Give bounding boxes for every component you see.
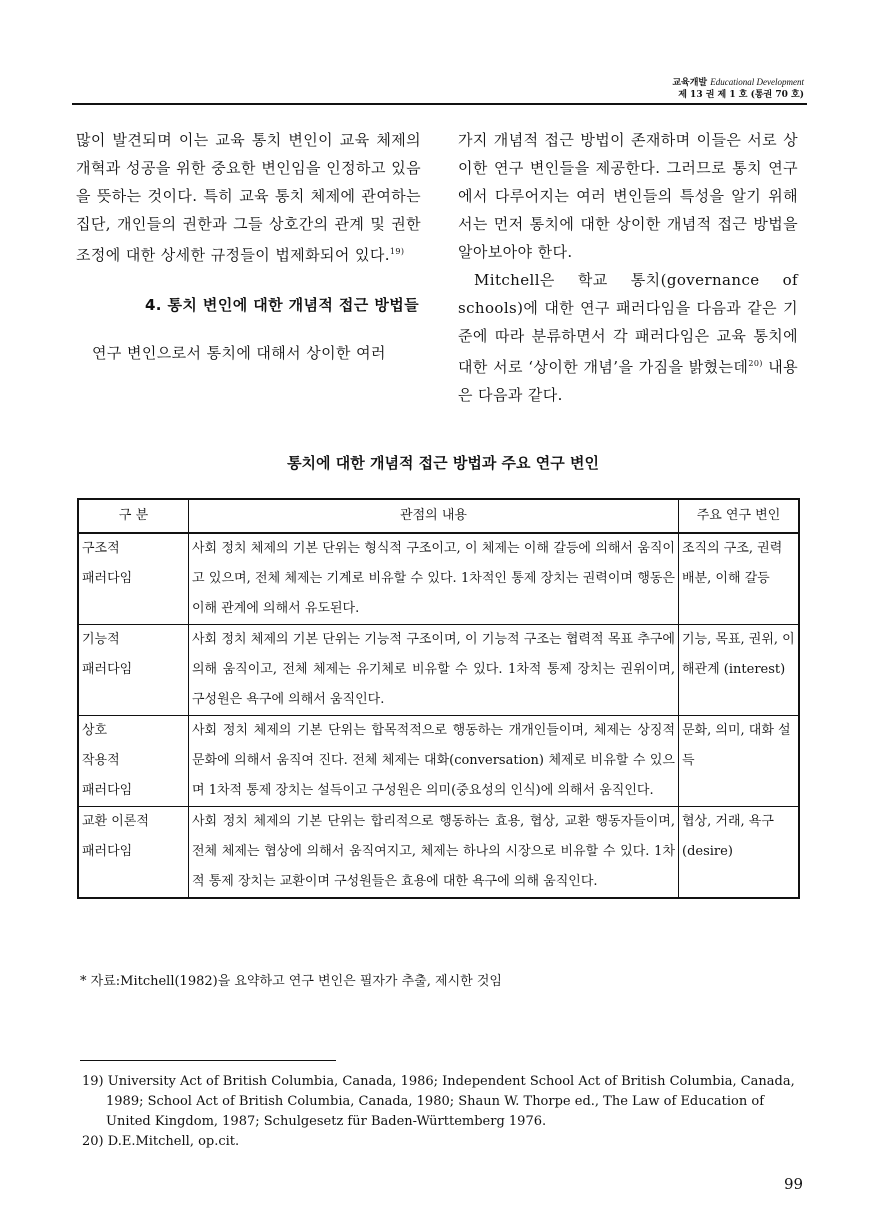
header-content: 관점의 내용 [189, 499, 679, 533]
row-variables: 조직의 구조, 권력 배분, 이해 갈등 [679, 533, 800, 625]
left-paragraph-1-text: 많이 발견되며 이는 교육 통치 변인이 교육 체제의 개혁과 성공을 위한 중요한 변인임을 인정하고 있음을 뜻하는 것이다. 특히 교육 통치 체제에 관여하는 집단, 개인들의 권한과 그들 상호간의 관계 및 권한 조정에 대한 상세한 규정들이 법제화되어 있다. [76, 131, 421, 264]
footnote-20: 20) D.E.Mitchell, op.cit. [82, 1134, 240, 1149]
row-variables: 문화, 의미, 대화 설득 [679, 716, 800, 807]
footnote-rule [80, 1060, 336, 1061]
row-category: 교환 이론적 패러다임 [78, 807, 189, 899]
footnote-ref-20: 20) [748, 359, 763, 368]
running-header [70, 76, 804, 101]
table-header-row [78, 499, 799, 533]
header-variables: 주요 연구 변인 [679, 499, 800, 533]
row-content: 사회 정치 체제의 기본 단위는 형식적 구조이고, 이 체제는 이해 갈등에 의해서 움직이고 있으며, 전체 체제는 기계로 비유할 수 있다. 1차적인 통제 장치는 권력이며 행동은 이해 관계에 의해서 유도된다. [189, 533, 679, 625]
footnotes [80, 1072, 804, 1152]
right-paragraph-2-text-a: Mitchell은 학교 통치(governance of schools)에 대한 연구 패러다임을 다음과 같은 기준에 따라 분류하면서 각 패러다임은 교육 통치에 대한 서로 ‘상이한 개념’을 가짐을 밝혔는데 [458, 271, 798, 376]
footnote-19: 19) University Act of British Columbia, Canada, 1986; Independent School Act of British Columbia, Canada, 1989; School Act of British Columbia, Canada, 1980; Shaun W. Thorpe ed., The Law of Education of United Kingdom, 1987; Schulgesetz für Baden-Württemberg 1976. [82, 1074, 795, 1129]
table-row [78, 625, 799, 716]
row-content: 사회 정치 체제의 기본 단위는 합목적적으로 행동하는 개개인들이며, 체제는 상징적 문화에 의해서 움직여 진다. 전체 체제는 대화(conversation) 체제로 비유할 수 있으며 1차적 통제 장치는 설득이고 구성원은 의미(중요성의 인식)에 의해서 움직인다. [189, 716, 679, 807]
table-source-note: * 자료:Mitchell(1982)을 요약하고 연구 변인은 필자가 추출, 제시한 것임 [80, 974, 502, 989]
journal-title-ko: 교육개발 [672, 78, 708, 88]
right-column [458, 126, 798, 409]
row-category: 상호 작용적 패러다임 [78, 716, 189, 807]
row-variables: 기능, 목표, 권위, 이해관계 (interest) [679, 625, 800, 716]
right-paragraph-1: 가지 개념적 접근 방법이 존재하며 이들은 서로 상이한 연구 변인들을 제공한다. 그러므로 통치 연구에서 다루어지는 여러 변인들의 특성을 알기 위해서는 먼저 통치에 대한 상이한 개념적 접근 방법을 알아보아야 한다. [458, 131, 798, 261]
header-rule [72, 103, 807, 105]
paradigm-table [77, 498, 800, 899]
row-category: 기능적 패러다임 [78, 625, 189, 716]
journal-title-en: Educational Development [710, 77, 804, 87]
page-number: 99 [784, 1175, 804, 1193]
header-category: 구 분 [78, 499, 189, 533]
left-paragraph-2: 연구 변인으로서 통치에 대해서 상이한 여러 [92, 344, 386, 362]
row-category: 구조적 패러다임 [78, 533, 189, 625]
right-paragraph-2 [458, 266, 798, 409]
journal-title [70, 76, 804, 89]
row-variables: 협상, 거래, 욕구 (desire) [679, 807, 800, 899]
table-row [78, 807, 799, 899]
section-heading: 4. 통치 변인에 대한 개념적 접근 방법들 [144, 296, 419, 314]
volume-info: 제 13 권 제 1 호 (통권 70 호) [678, 90, 804, 100]
right-paragraph-2-text-b: 내용은 다음과 같다. [458, 358, 798, 404]
footnote-ref-19: 19) [389, 247, 405, 256]
table-title: 통치에 대한 개념적 접근 방법과 주요 연구 변인 [287, 454, 599, 472]
left-column [76, 126, 421, 367]
row-content: 사회 정치 체제의 기본 단위는 기능적 구조이며, 이 기능적 구조는 협력적 목표 추구에 의해 움직이고, 전체 체제는 유기체로 비유할 수 있다. 1차적 통제 장치는 권위이며, 구성원은 욕구에 의해서 움직인다. [189, 625, 679, 716]
left-paragraph-1 [76, 126, 421, 269]
row-content: 사회 정치 체제의 기본 단위는 합리적으로 행동하는 효용, 협상, 교환 행동자들이며, 전체 체제는 협상에 의해서 움직여지고, 체제는 하나의 시장으로 비유할 수 있다. 1차적 통제 장치는 교환이며 구성원들은 효용에 대한 욕구에 의해 움직인다. [189, 807, 679, 899]
table-row [78, 716, 799, 807]
table-row [78, 533, 799, 625]
